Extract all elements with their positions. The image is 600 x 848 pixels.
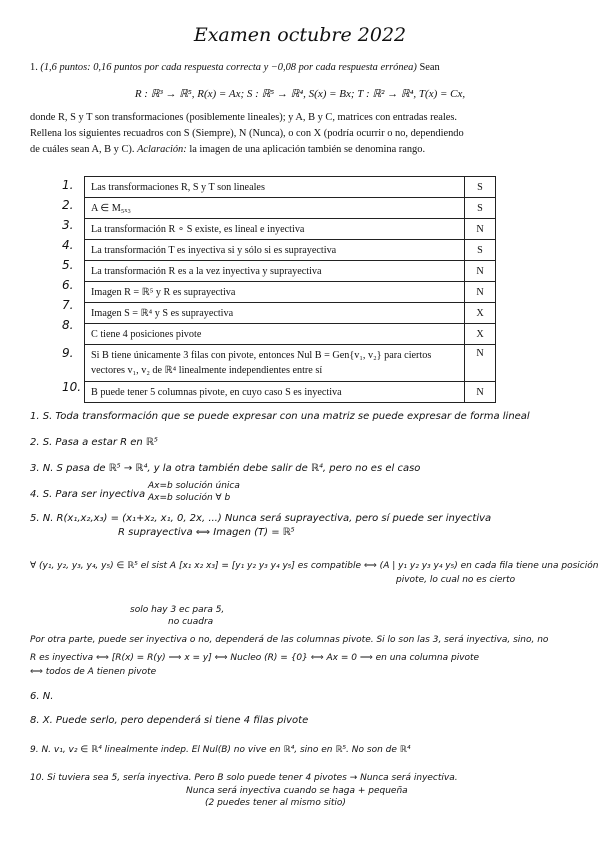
question-number: 2. — [62, 198, 74, 212]
answer-table — [84, 176, 496, 403]
handwritten-note-3: 3. N. S pasa de ℝ⁵ → ℝ⁴, y la otra también debe salir de ℝ⁴, pero no es el caso — [30, 463, 421, 474]
handwritten-note-5-g: Por otra parte, puede ser inyectiva o no, dependerá de las columnas pivote. Si lo son las 3, será inyectiva, sino, no — [30, 635, 549, 645]
answer-cell[interactable]: N — [465, 219, 496, 240]
scoring-text: (1,6 puntos: 0,16 puntos por cada respuesta correcta y −0,08 por cada respuesta errónea) — [40, 62, 417, 73]
intro-line-3 — [30, 142, 570, 158]
exercise-statement — [30, 60, 570, 158]
handwritten-note-4-c: Ax=b solución ∀ b — [148, 493, 231, 503]
handwritten-note-5-e: solo hay 3 ec para 5, — [130, 605, 225, 615]
question-number: 8. — [62, 318, 74, 332]
question-text: La transformación T es inyectiva si y sólo si es suprayectiva — [85, 240, 465, 261]
table-row — [85, 345, 496, 382]
handwritten-note-9: 9. N. v₁, v₂ ∈ ℝ⁴ linealmente indep. El Nul(B) no vive en ℝ⁴, sino en ℝ⁵. No son de ℝ⁴ — [30, 745, 411, 755]
answer-cell[interactable]: S — [465, 198, 496, 219]
exercise-number: 1. — [30, 62, 38, 73]
question-text: Imagen S = ℝ⁴ y S es suprayectiva — [85, 303, 465, 324]
table-row — [85, 303, 496, 324]
sean-word: Sean — [419, 62, 440, 73]
handwritten-note-5-i: ⟺ todos de A tienen pivote — [30, 667, 157, 677]
question-text: Las transformaciones R, S y T son lineales — [85, 177, 465, 198]
question-number: 6. — [62, 278, 74, 292]
table-row — [85, 198, 496, 219]
table-row — [85, 261, 496, 282]
question-number: 4. — [62, 238, 74, 252]
table-row — [85, 282, 496, 303]
intro-line-1: donde R, S y T son transformaciones (posiblemente lineales); y A, B y C, matrices con entradas reales. — [30, 112, 457, 123]
handwritten-note-6: 6. N. — [30, 691, 54, 702]
answer-cell[interactable]: N — [465, 345, 496, 382]
question-text: La transformación R ∘ S existe, es lineal e inyectiva — [85, 219, 465, 240]
answer-cell[interactable]: X — [465, 324, 496, 345]
transform-equation: R : ℝ³ → ℝ⁵, R(x) = Ax; S : ℝ⁵ → ℝ⁴, S(x) = Bx; T : ℝ² → ℝ⁴, T(x) = Cx, — [134, 88, 466, 100]
handwritten-note-10-a: 10. Si tuviera sea 5, sería inyectiva. Pero B solo puede tener 4 pivotes → Nunca será inyectiva. — [30, 773, 458, 783]
answer-cell[interactable]: S — [465, 240, 496, 261]
question-text: A ∈ M₅ₓ₃ — [85, 198, 465, 219]
page-title: Examen octubre 2022 — [193, 24, 407, 46]
handwritten-note-5-d: pivote, lo cual no es cierto — [396, 575, 516, 585]
handwritten-note-10-b: Nunca será inyectiva cuando se haga + pequeña — [186, 786, 408, 796]
question-number: 5. — [62, 258, 74, 272]
question-text: Si B tiene únicamente 3 filas con pivote, entonces Nul B = Gen{v₁, v₂} para ciertos vectores v₁, v₂ de ℝ⁴ linealmente independientes entre sí — [85, 345, 465, 382]
question-number: 9. — [62, 346, 74, 360]
answer-cell[interactable]: N — [465, 261, 496, 282]
handwritten-note-5-f: no cuadra — [168, 617, 214, 627]
intro-line-3-c: la imagen de una aplicación también se denomina rango. — [189, 144, 426, 155]
handwritten-note-10-c: (2 puedes tener al mismo sitio) — [205, 798, 346, 808]
handwritten-note-1: 1. S. Toda transformación que se puede expresar con una matriz se puede expresar de forma lineal — [30, 411, 530, 422]
table-row — [85, 382, 496, 403]
table-row — [85, 219, 496, 240]
answer-cell[interactable]: N — [465, 382, 496, 403]
answer-cell[interactable]: N — [465, 282, 496, 303]
handwritten-note-2: 2. S. Pasa a estar R en ℝ⁵ — [30, 437, 158, 448]
question-text: La transformación R es a la vez inyectiva y suprayectiva — [85, 261, 465, 282]
handwritten-note-5-b: R suprayectiva ⟺ Imagen (T) = ℝ⁵ — [118, 527, 295, 538]
handwritten-note-4-b: Ax=b solución única — [148, 481, 240, 491]
question-number: 7. — [62, 298, 74, 312]
question-text: C tiene 4 posiciones pivote — [85, 324, 465, 345]
intro-line-2: Rellena los siguientes recuadros con S (Siempre), N (Nunca), o con X (podría ocurrir o no, dependiendo — [30, 128, 464, 139]
handwritten-note-5-h: R es inyectiva ⟺ [R(x) = R(y) ⟹ x = y] ⟺ Nucleo (R) = {0} ⟺ Ax = 0 ⟹ en una columna pivote — [30, 653, 480, 663]
handwritten-note-5-c: ∀ (y₁, y₂, y₃, y₄, y₅) ∈ ℝ⁵ el sist A [x₁ x₂ x₃] = [y₁ y₂ y₃ y₄ y₅] es compatible ⟺ (A | y₁ y₂ y₃ y₄ y₅) en cada fila tiene una posición — [30, 561, 599, 571]
table-row — [85, 240, 496, 261]
question-number: 10. — [62, 380, 82, 394]
question-number: 1. — [62, 178, 74, 192]
table-row — [85, 324, 496, 345]
table-row — [85, 177, 496, 198]
answer-cell[interactable]: S — [465, 177, 496, 198]
question-text: Imagen R = ℝ⁵ y R es suprayectiva — [85, 282, 465, 303]
handwritten-note-4: 4. S. Para ser inyectiva — [30, 489, 146, 500]
aclaracion-label: Aclaración: — [137, 144, 187, 155]
question-text: B puede tener 5 columnas pivote, en cuyo caso S es inyectiva — [85, 382, 465, 403]
intro-first-line — [30, 60, 570, 76]
handwritten-note-5-a: 5. N. R(x₁,x₂,x₃) = (x₁+x₂, x₁, 0, 2x, ...) Nunca será suprayectiva, pero sí puede ser inyectiva — [30, 513, 492, 524]
question-number: 3. — [62, 218, 74, 232]
intro-line-3-a: de cuáles sean A, B y C). — [30, 144, 135, 155]
handwritten-note-8: 8. X. Puede serlo, pero dependerá si tiene 4 filas pivote — [30, 715, 309, 726]
answer-cell[interactable]: X — [465, 303, 496, 324]
